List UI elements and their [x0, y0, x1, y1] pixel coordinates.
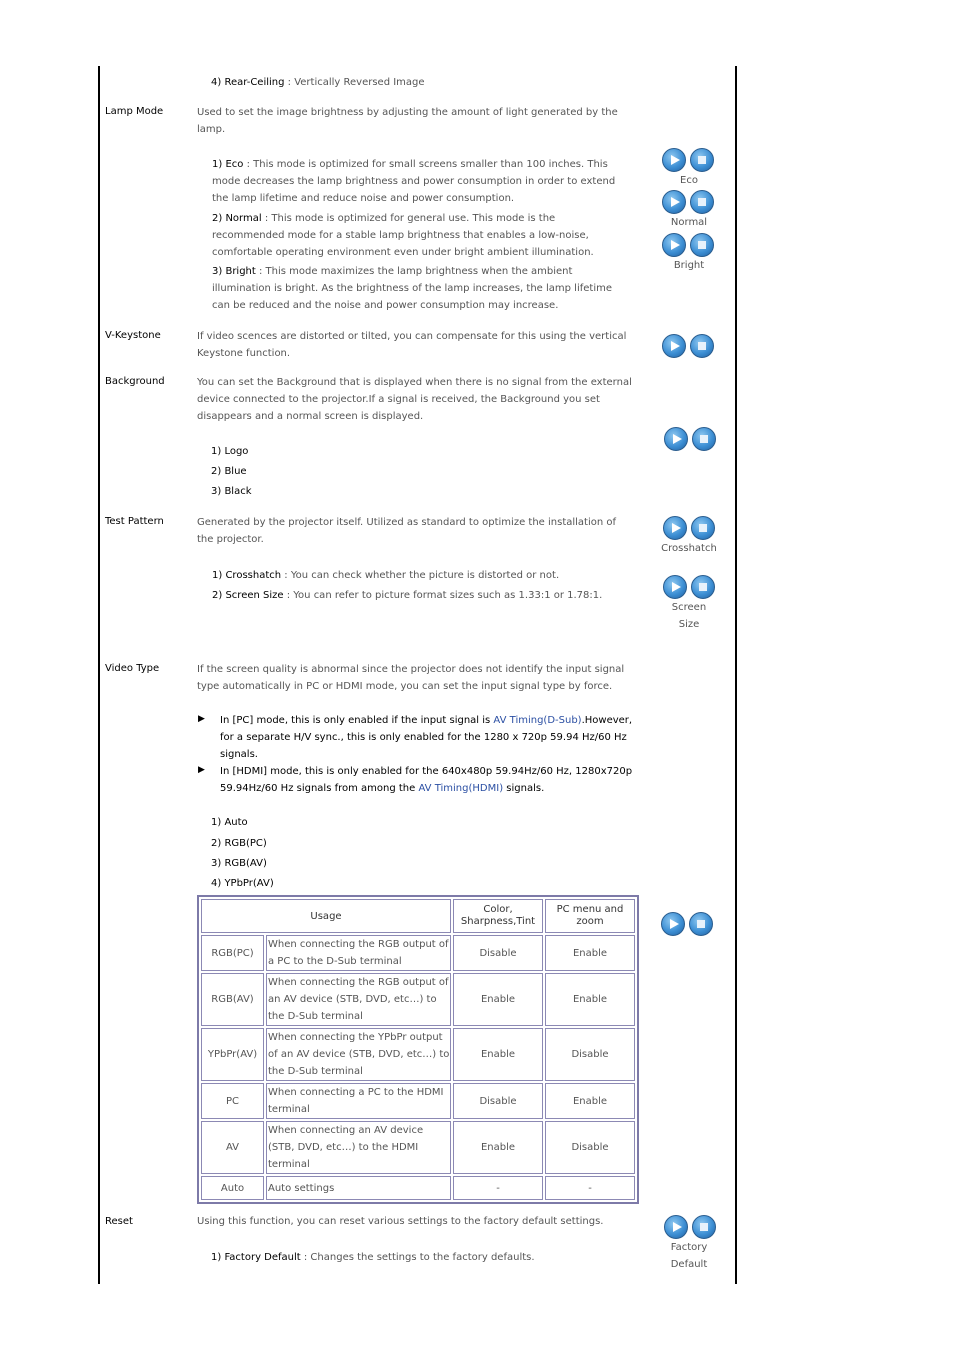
row-usage: When connecting the RGB output of a PC to the D-Sub terminal [266, 935, 451, 971]
play-icon[interactable] [662, 334, 686, 358]
right-border [735, 66, 737, 1284]
table-row [201, 1083, 635, 1119]
row-pc: Disable [545, 1028, 635, 1081]
stop-icon[interactable] [691, 575, 715, 599]
pc-menu-header: PC menu and zoom [545, 899, 635, 933]
row-usage: Auto settings [266, 1176, 451, 1200]
row-color: - [453, 1176, 543, 1200]
play-icon[interactable] [663, 575, 687, 599]
eco-button-label: Eco [680, 175, 698, 186]
test-pattern-label: Test Pattern [105, 516, 164, 527]
v-keystone-play-stop-buttons[interactable] [661, 334, 719, 360]
note-arrow-icon: ▶ [198, 714, 205, 724]
bright-play-stop-buttons[interactable] [661, 233, 719, 259]
row-name: RGB(PC) [201, 935, 264, 971]
table-header-row [201, 899, 635, 933]
screen-size-button-label: Screen Size [671, 602, 707, 630]
stop-icon[interactable] [690, 233, 714, 257]
factory-default-button-label: Factory Default [670, 1242, 708, 1270]
bright-button-label: Bright [673, 260, 705, 271]
reset-label: Reset [105, 1216, 133, 1227]
stop-icon[interactable] [690, 148, 714, 172]
note-arrow-icon: ▶ [198, 765, 205, 775]
table-row [201, 935, 635, 971]
lamp-normal-item: 2) Normal : This mode is optimized for general use. This mode is the recommended mode for a stable lamp brightness that enables a low-noise, comfortable operating environment even under bright ambient illumination. [212, 213, 594, 258]
stop-icon[interactable] [692, 1215, 716, 1239]
lamp-mode-label: Lamp Mode [105, 106, 164, 117]
reset-description: Using this function, you can reset various settings to the factory default settings. [197, 1216, 604, 1227]
play-icon[interactable] [663, 516, 687, 540]
row-pc: Enable [545, 973, 635, 1026]
crosshatch-item: 1) Crosshatch : You can check whether the picture is distorted or not. [212, 570, 560, 581]
row-usage: When connecting the RGB output of an AV device (STB, DVD, etc…) to the D-Sub terminal [266, 973, 451, 1026]
row-name: Auto [201, 1176, 264, 1200]
table-row [201, 1028, 635, 1081]
stop-icon[interactable] [691, 516, 715, 540]
row-color: Enable [453, 1028, 543, 1081]
row-name: RGB(AV) [201, 973, 264, 1026]
video-type-description: If the screen quality is abnormal since the projector does not identify the input signal type automatically in PC or HDMI mode, you can set the input signal type by force. [197, 664, 625, 692]
rear-ceiling-item: 4) Rear-Ceiling : Vertically Reversed Image [211, 77, 425, 88]
factory-default-play-stop-buttons[interactable] [663, 1215, 721, 1241]
row-usage: When connecting an AV device (STB, DVD, etc…) to the HDMI terminal [266, 1121, 451, 1174]
background-play-stop-buttons[interactable] [663, 427, 721, 453]
play-icon[interactable] [662, 190, 686, 214]
play-icon[interactable] [662, 148, 686, 172]
stop-icon[interactable] [690, 190, 714, 214]
background-description: You can set the Background that is displayed when there is no signal from the external device connected to the projector.If a signal is received, the Background you set disappears and a normal screen is displayed. [197, 377, 632, 422]
lamp-eco-item: 1) Eco : This mode is optimized for small screens smaller than 100 inches. This mode decreases the lamp brightness and power consumption in order to extend the lamp lifetime and reduce noise and power consumption. [212, 159, 616, 204]
table-row [201, 973, 635, 1026]
av-timing-dsub-link[interactable]: AV Timing(D-Sub) [493, 715, 582, 726]
row-color: Enable [453, 1121, 543, 1174]
crosshatch-play-stop-buttons[interactable] [662, 516, 720, 542]
row-usage: When connecting the YPbPr output of an AV device (STB, DVD, etc…) to the D-Sub terminal [266, 1028, 451, 1081]
lamp-mode-description: Used to set the image brightness by adjusting the amount of light generated by the lamp. [197, 107, 618, 135]
eco-play-stop-buttons[interactable] [661, 148, 719, 174]
row-name: PC [201, 1083, 264, 1119]
play-icon[interactable] [662, 233, 686, 257]
stop-icon[interactable] [690, 334, 714, 358]
hdmi-mode-note: In [HDMI] mode, this is only enabled for the 640x480p 59.94Hz/60 Hz, 1280x720p 59.94Hz/60 Hz signals from among the AV Timing(HDMI) signals. [220, 766, 633, 794]
play-icon[interactable] [664, 1215, 688, 1239]
play-icon[interactable] [661, 912, 685, 936]
test-pattern-description: Generated by the projector itself. Utilized as standard to optimize the installation of the projector. [197, 517, 617, 545]
stop-icon[interactable] [689, 912, 713, 936]
table-row [201, 1121, 635, 1174]
row-pc: Enable [545, 935, 635, 971]
play-icon[interactable] [664, 427, 688, 451]
color-header: Color, Sharpness,Tint [453, 899, 543, 933]
row-color: Disable [453, 935, 543, 971]
table-row [201, 1176, 635, 1200]
row-pc: - [545, 1176, 635, 1200]
pc-mode-note: In [PC] mode, this is only enabled if the input signal is AV Timing(D-Sub).However, for a separate H/V sync., this is only enabled for the 1280 x 720p 59.94 Hz/60 Hz signals. [220, 715, 633, 760]
video-type-option-auto: 1) Auto [211, 817, 248, 828]
screen-size-item: 2) Screen Size : You can refer to picture format sizes such as 1.33:1 or 1.78:1. [212, 590, 603, 601]
row-color: Enable [453, 973, 543, 1026]
row-pc: Enable [545, 1083, 635, 1119]
factory-default-item: 1) Factory Default : Changes the settings to the factory defaults. [211, 1252, 535, 1263]
row-name: AV [201, 1121, 264, 1174]
v-keystone-description: If video scences are distorted or tilted, you can compensate for this using the vertical Keystone function. [197, 331, 627, 359]
video-type-option-rgb-pc: 2) RGB(PC) [211, 838, 267, 849]
background-option-blue: 2) Blue [211, 466, 247, 477]
row-pc: Disable [545, 1121, 635, 1174]
video-type-option-ypbpr-av: 4) YPbPr(AV) [211, 878, 274, 889]
video-type-option-rgb-av: 3) RGB(AV) [211, 858, 267, 869]
left-border [98, 66, 100, 1284]
video-type-table [197, 895, 639, 1204]
usage-header: Usage [201, 899, 451, 933]
screen-size-play-stop-buttons[interactable] [662, 575, 720, 601]
normal-play-stop-buttons[interactable] [661, 190, 719, 216]
crosshatch-button-label: Crosshatch [661, 543, 717, 554]
background-option-black: 3) Black [211, 486, 252, 497]
row-usage: When connecting a PC to the HDMI terminal [266, 1083, 451, 1119]
av-timing-hdmi-link[interactable]: AV Timing(HDMI) [418, 783, 504, 794]
lamp-bright-item: 3) Bright : This mode maximizes the lamp brightness when the ambient illumination is bright. As the brightness of the lamp increases, the lamp lifetime can be reduced and the noise and power consumption may increase. [212, 266, 612, 311]
video-type-label: Video Type [105, 663, 160, 674]
row-name: YPbPr(AV) [201, 1028, 264, 1081]
background-option-logo: 1) Logo [211, 446, 249, 457]
row-color: Disable [453, 1083, 543, 1119]
video-type-play-stop-buttons[interactable] [660, 912, 718, 938]
normal-button-label: Normal [670, 217, 708, 228]
background-label: Background [105, 376, 165, 387]
stop-icon[interactable] [692, 427, 716, 451]
v-keystone-label: V-Keystone [105, 330, 161, 341]
